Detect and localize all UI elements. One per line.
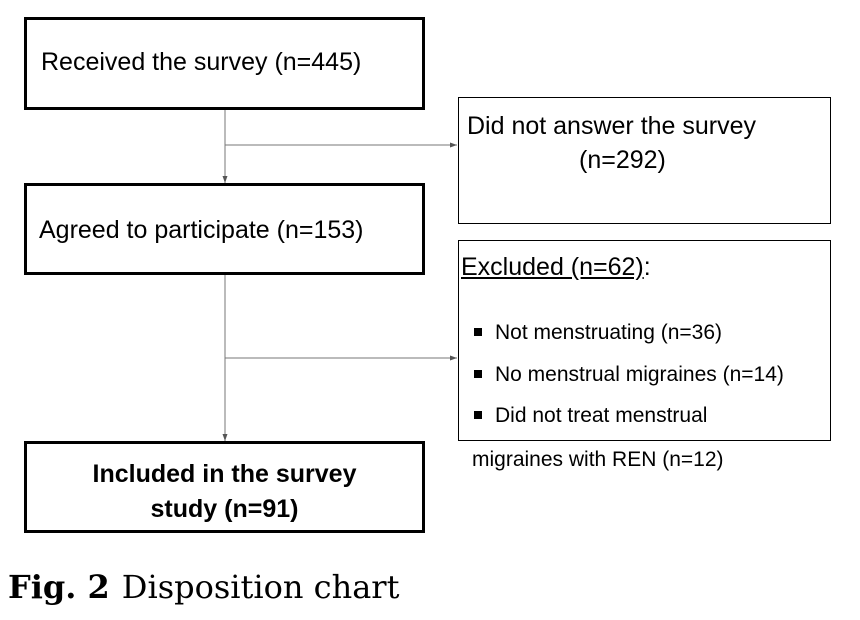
bullet-icon (474, 411, 482, 419)
bullet-icon (474, 370, 482, 378)
did-not-answer-box (458, 97, 831, 224)
included-label-line1: Included in the survey (92, 460, 357, 488)
excluded-item-3-continued: migraines with REN (n=12) (472, 448, 724, 471)
received-label: Received the survey (n=445) (41, 48, 362, 76)
agreed-box (24, 183, 425, 275)
figure-label: Fig. 2 (8, 568, 110, 606)
excluded-item-1: Not menstruating (n=36) (495, 321, 723, 344)
included-box (24, 441, 425, 533)
did-not-answer-label: Did not answer the survey (467, 112, 757, 140)
excluded-item-3: Did not treat menstrual (495, 404, 708, 427)
included-label-line2: study (n=91) (150, 495, 299, 523)
figure-caption (8, 568, 399, 606)
excluded-item-2: No menstrual migraines (n=14) (495, 363, 784, 386)
excluded-title: Excluded (n=62): (461, 253, 651, 281)
agreed-label: Agreed to participate (n=153) (39, 216, 364, 244)
excluded-box (458, 240, 831, 441)
received-box (24, 17, 425, 110)
did-not-answer-count: (n=292) (579, 146, 666, 174)
figure-title: Disposition chart (121, 568, 400, 606)
bullet-icon (474, 328, 482, 336)
